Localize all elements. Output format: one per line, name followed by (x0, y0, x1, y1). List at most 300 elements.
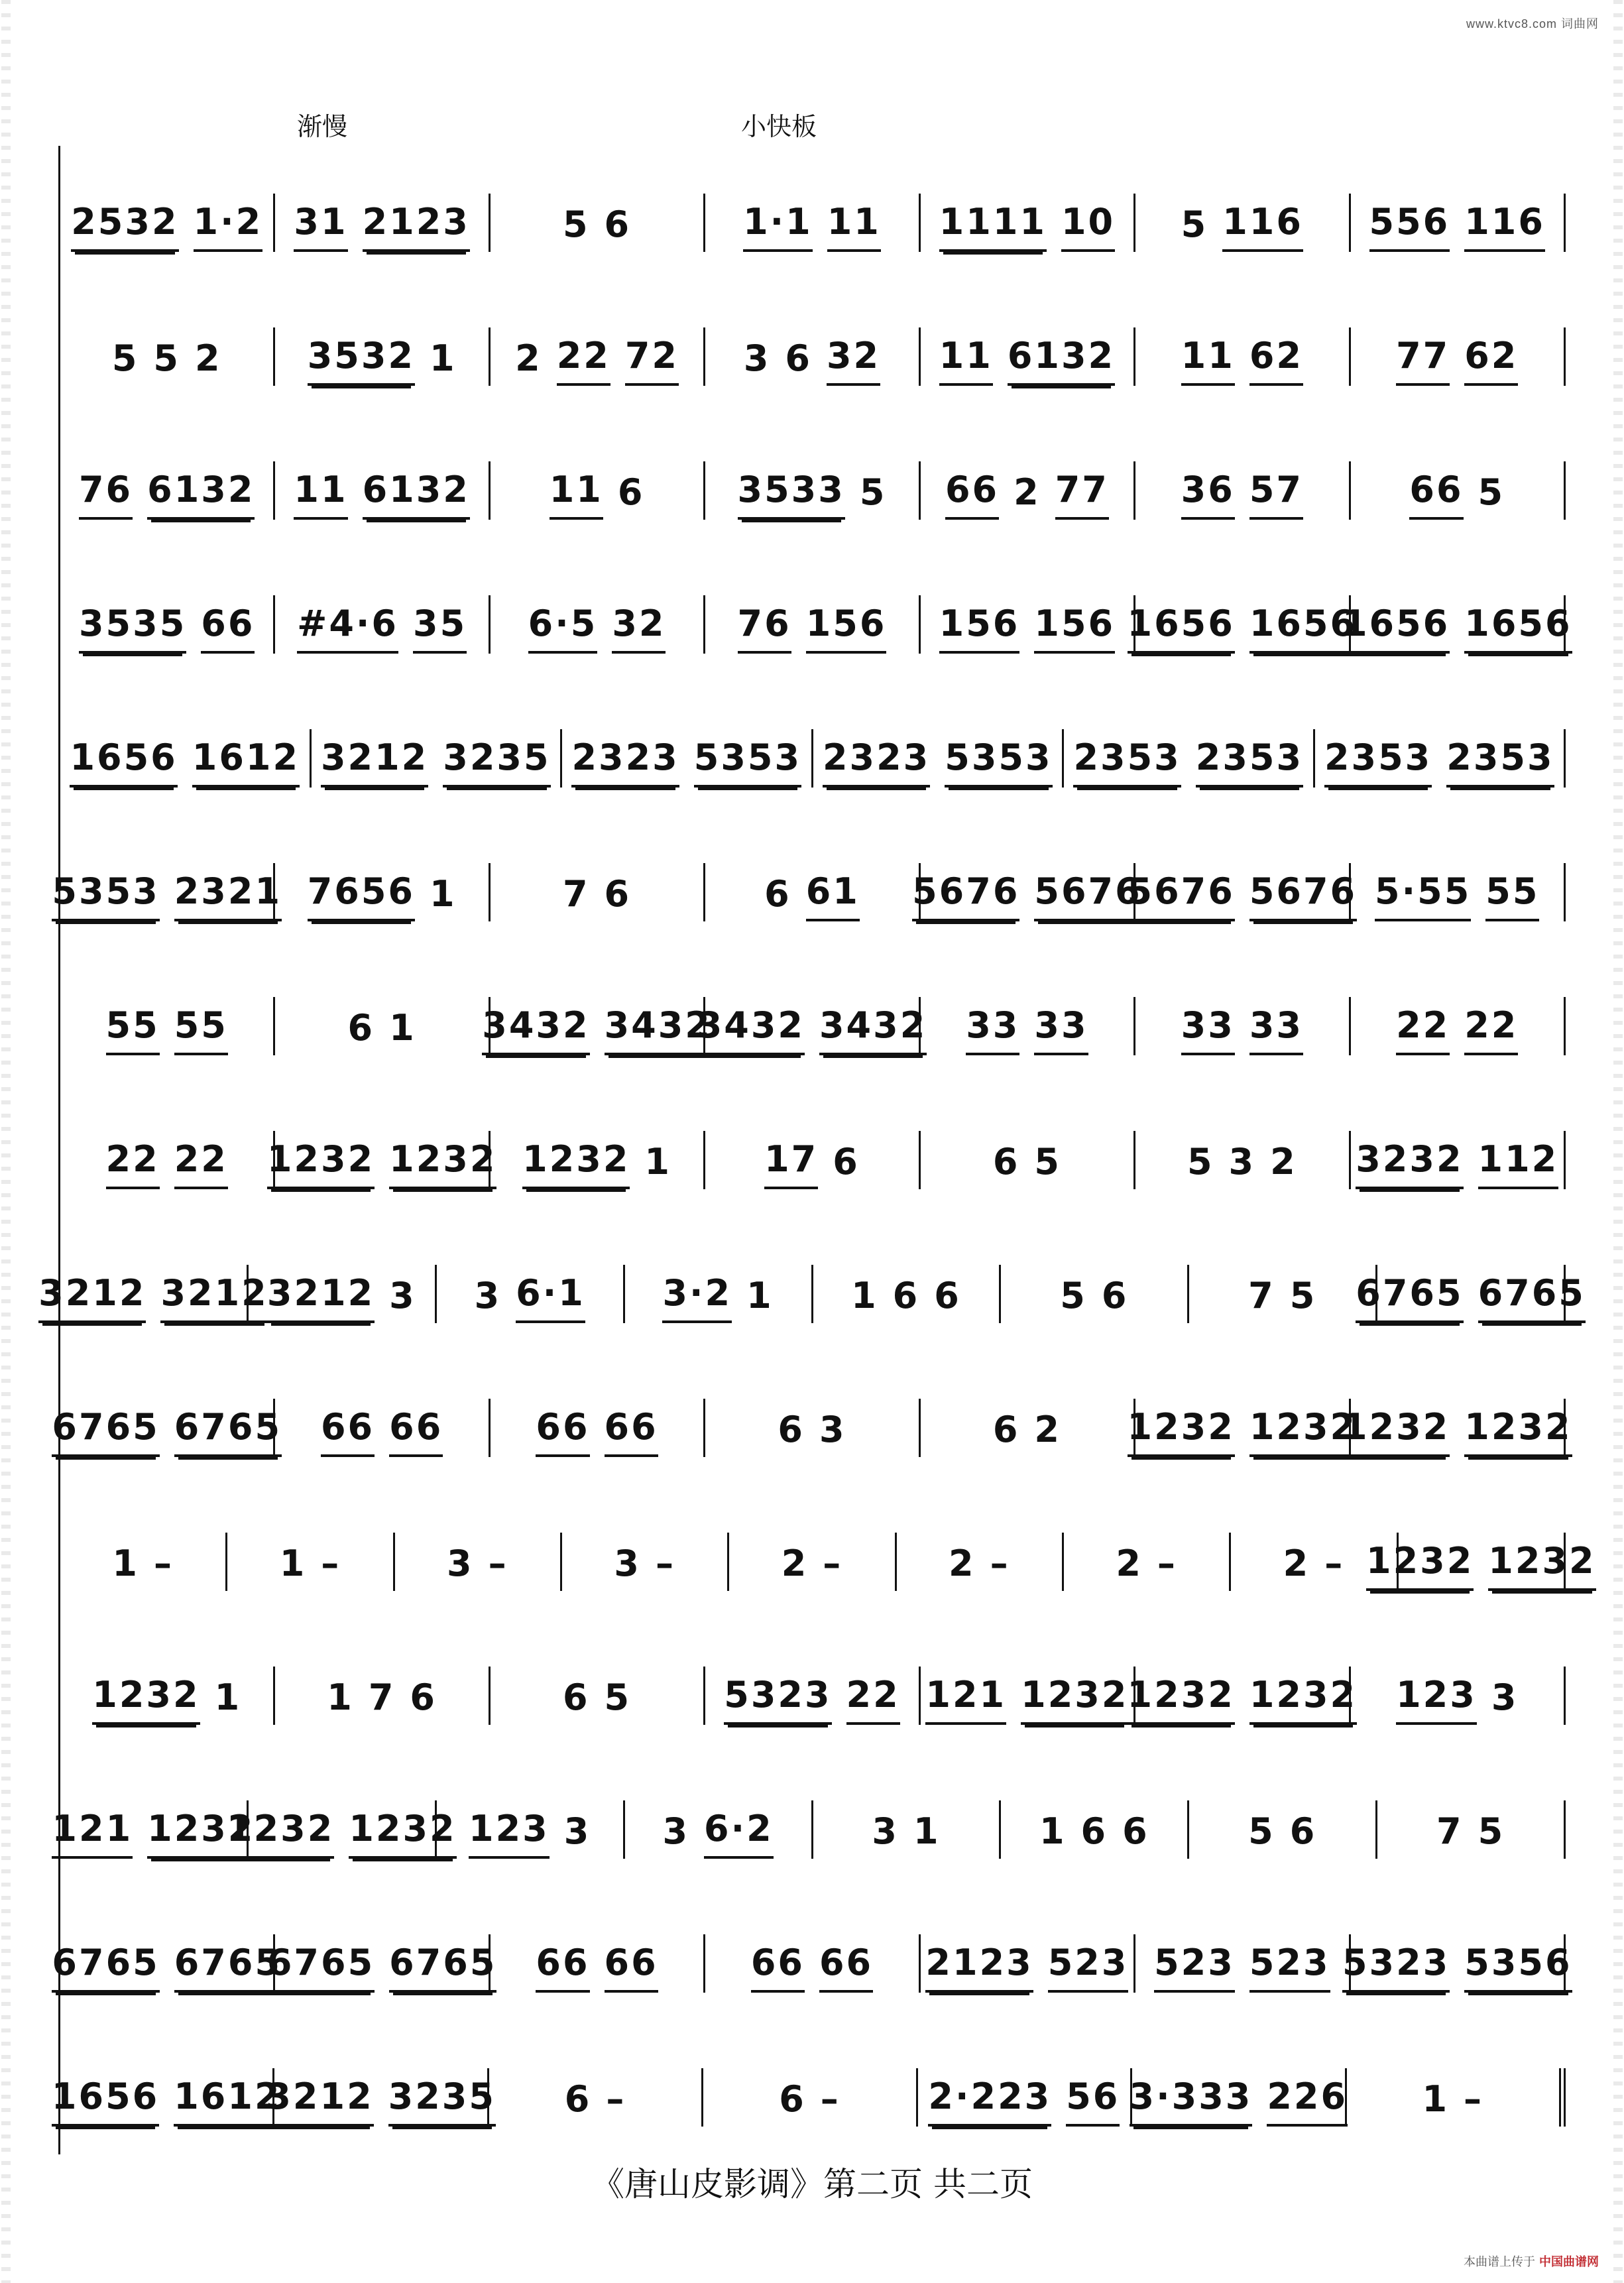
measure (312, 729, 563, 788)
note-group: 2123 (925, 1945, 1033, 1993)
note-group: 7656 (308, 874, 415, 921)
measure (491, 327, 705, 386)
note-group: 5353 (694, 740, 801, 788)
note-group: 6 (617, 471, 645, 513)
measure (813, 729, 1065, 788)
note-group: 2 (1034, 1409, 1061, 1450)
measure (1351, 997, 1566, 1055)
note-group: 11 (550, 472, 603, 520)
note-group: 66 (201, 606, 255, 654)
note-group: 17 (764, 1142, 818, 1189)
measure (1351, 461, 1566, 520)
measure (1366, 1533, 1596, 1591)
staff-line (58, 949, 1566, 1083)
note-group: 5676 (1034, 874, 1141, 921)
note-group: 1232 (1366, 1543, 1474, 1591)
note-group: 2353 (1196, 740, 1303, 788)
note-group: 6 (764, 873, 791, 915)
note-group: 6765 (174, 1945, 282, 1993)
measure (266, 2068, 496, 2127)
measure (491, 1667, 705, 1725)
note-group: 3 (819, 1409, 846, 1450)
note-group: 3212 (266, 2079, 373, 2127)
note-group: 35 (413, 606, 467, 654)
measure (52, 1399, 282, 1457)
note-group: 3 (447, 1543, 474, 1584)
note-group: 1 (746, 1275, 774, 1317)
note-group: 1232 (1249, 1409, 1357, 1457)
measure (491, 461, 705, 520)
measure (1135, 1131, 1350, 1189)
upload-watermark (1464, 2253, 1599, 2270)
measure (1064, 1533, 1231, 1591)
tempo-row (58, 99, 1566, 146)
note-group: 6765 (174, 1409, 282, 1457)
note-group: 32 (827, 338, 880, 386)
note-group: 2 (1014, 471, 1041, 513)
note-group: 7 (1436, 1810, 1464, 1852)
note-group: 1656 (52, 2079, 159, 2127)
note-group: 66 (819, 1945, 873, 1993)
measure (697, 997, 927, 1055)
note-group: 76 (79, 472, 133, 520)
note-group: 3212 (267, 1275, 375, 1323)
note-group: 3235 (388, 2079, 496, 2127)
measure (489, 2068, 703, 2127)
note-group: 1232 (1021, 1677, 1128, 1725)
note-group: 1232 (522, 1142, 630, 1189)
staff-line (58, 414, 1566, 548)
note-group: 57 (1249, 472, 1303, 520)
note-group: 2323 (571, 740, 679, 788)
note-group: 6132 (147, 472, 255, 520)
note-group: – (488, 1543, 508, 1584)
measure (1001, 1265, 1189, 1323)
measure (921, 327, 1135, 386)
note-group: 5 (1187, 1141, 1214, 1183)
measure (921, 1399, 1135, 1457)
note-group: – (1324, 1543, 1345, 1584)
note-group: 7 (1248, 1275, 1275, 1317)
measure (482, 997, 712, 1055)
note-group: – (321, 1543, 341, 1584)
staff-line (58, 1619, 1566, 1753)
measure (918, 2068, 1132, 2127)
note-group: 2353 (1324, 740, 1432, 788)
note-group: 3·2 (662, 1275, 732, 1323)
measure (1127, 863, 1358, 921)
note-group: 156 (1034, 606, 1115, 654)
note-group: 5 (1248, 1810, 1275, 1852)
measure (1347, 2068, 1566, 2127)
measure (60, 1667, 275, 1725)
measure (912, 863, 1142, 921)
measure (437, 1265, 625, 1323)
note-group: 3212 (160, 1275, 268, 1323)
note-group: 1232 (227, 1811, 334, 1859)
note-group: 2353 (1446, 740, 1554, 788)
measure (562, 1533, 729, 1591)
note-group: 123 (469, 1811, 550, 1859)
note-group: 66 (605, 1945, 658, 1993)
measure (491, 863, 705, 921)
note-group: 6 (604, 204, 632, 245)
note-group: 33 (1249, 1008, 1303, 1055)
staff-line (58, 548, 1572, 681)
note-group: 3 (872, 1810, 899, 1852)
note-group: 3533 (738, 472, 845, 520)
note-group: 3·333 (1130, 2079, 1253, 2127)
measure (266, 1131, 497, 1189)
note-group: 1656 (1464, 606, 1572, 654)
measure (52, 863, 282, 921)
note-group: 6765 (267, 1945, 375, 1993)
measure (705, 863, 920, 921)
note-group: 5 (111, 337, 139, 379)
brand-logo-text: 中国曲谱网 (1539, 2255, 1599, 2268)
measure (1135, 997, 1350, 1055)
note-group: 1232 (389, 1142, 496, 1189)
measure (227, 1533, 394, 1591)
measure (491, 595, 705, 654)
note-group: 1 (327, 1676, 354, 1718)
note-group: 55 (174, 1008, 228, 1055)
measure (395, 1533, 562, 1591)
note-group: 2 (1283, 1543, 1310, 1584)
staff-line (58, 1083, 1566, 1217)
measure (921, 997, 1135, 1055)
note-group: 3532 (308, 338, 415, 386)
note-group: 62 (1249, 338, 1303, 386)
note-group: 55 (106, 1008, 160, 1055)
note-group: 1232 (267, 1142, 375, 1189)
note-group: 55 (1485, 874, 1539, 921)
right-decorative-strip (1613, 0, 1623, 2283)
score-body (38, 99, 1596, 2154)
note-group: 5323 (724, 1677, 831, 1725)
note-group: 6 (1289, 1810, 1317, 1852)
measure (52, 1800, 255, 1859)
note-group: – (990, 1543, 1010, 1584)
note-group: 1656 (1249, 606, 1357, 654)
measure (705, 595, 920, 654)
measure (1001, 1800, 1189, 1859)
note-group: 3 (389, 1275, 416, 1317)
note-group: 3 (1491, 1676, 1519, 1718)
measure (275, 863, 490, 921)
note-group: 1656 (70, 740, 177, 788)
note-group: 6132 (363, 472, 470, 520)
note-group: – (606, 2078, 626, 2120)
note-group: 5 (1181, 204, 1208, 245)
measure (1351, 863, 1566, 921)
note-group: 1 (429, 873, 457, 915)
note-group: 1111 (939, 204, 1047, 252)
measure (275, 997, 490, 1055)
note-group: 156 (806, 606, 887, 654)
note-group: – (655, 1543, 675, 1584)
note-group: 2 (515, 337, 542, 379)
tempo-mark-ritardando: 渐慢 (297, 112, 348, 141)
left-decorative-strip (1, 0, 11, 2283)
staff-line (52, 1753, 1566, 1887)
note-group: 6765 (389, 1945, 496, 1993)
measure (1342, 1934, 1572, 1993)
measure (703, 2068, 917, 2127)
note-group: 1656 (1128, 606, 1235, 654)
note-group: 6·1 (516, 1275, 585, 1323)
note-group: 2 (949, 1543, 976, 1584)
measure (1351, 1667, 1566, 1725)
measure (491, 1934, 705, 1993)
note-group: 6765 (1478, 1275, 1586, 1323)
note-group: 6132 (1008, 338, 1115, 386)
note-group: 3 (662, 1810, 690, 1852)
note-group: 6 (562, 1676, 590, 1718)
measure (60, 729, 312, 788)
measure (52, 1934, 282, 1993)
note-group: 1 (913, 1810, 941, 1852)
measure (491, 1131, 705, 1189)
measure (921, 194, 1135, 252)
note-group: 116 (1222, 204, 1303, 252)
note-group: 2 (1116, 1543, 1143, 1584)
note-group: 3212 (321, 740, 428, 788)
measure (1189, 1265, 1377, 1323)
note-group: 1 (279, 1543, 307, 1584)
note-group: 6 (410, 1676, 437, 1718)
staff-line (52, 1887, 1572, 2020)
note-group: 6765 (52, 1945, 159, 1993)
note-group: 6 (564, 2078, 592, 2120)
measure (1342, 1399, 1572, 1457)
note-group: 6 (992, 1409, 1020, 1450)
note-group: 72 (625, 338, 679, 386)
note-group: – (820, 2078, 841, 2120)
measure (491, 1399, 705, 1457)
measure (266, 1934, 497, 1993)
staff-line (51, 2020, 1566, 2154)
measure (275, 194, 490, 252)
measure (1315, 729, 1566, 788)
measure (813, 1800, 1002, 1859)
measure (249, 1265, 437, 1323)
note-group: #4·6 (297, 606, 398, 654)
measure (1135, 327, 1350, 386)
measure (60, 595, 275, 654)
note-group: 1 (644, 1141, 671, 1183)
staff-line (58, 681, 1566, 815)
note-group: 33 (1181, 1008, 1235, 1055)
note-group: 2 (195, 337, 222, 379)
note-group: 5676 (1249, 874, 1357, 921)
measure (60, 461, 275, 520)
note-group: 56 (1066, 2079, 1120, 2127)
measure (60, 327, 275, 386)
note-group: 1232 (92, 1677, 200, 1725)
note-group: 1612 (192, 740, 300, 788)
note-group: 1232 (1464, 1409, 1572, 1457)
note-group: 1 (214, 1676, 242, 1718)
staff-line (52, 1351, 1572, 1485)
note-group: 5·55 (1375, 874, 1471, 921)
note-group: 1 (1422, 2078, 1450, 2120)
measure (705, 1399, 920, 1457)
note-group: 1 (389, 1007, 416, 1049)
note-group: 3 (474, 1275, 502, 1317)
note-group: 33 (1034, 1008, 1088, 1055)
measure (275, 1667, 490, 1725)
note-group: 6765 (52, 1409, 159, 1457)
measure (51, 2068, 282, 2127)
note-group: 2123 (363, 204, 470, 252)
note-group: 123 (1396, 1677, 1477, 1725)
note-group: 2 (781, 1543, 809, 1584)
note-group: 66 (389, 1409, 443, 1457)
staff-line (38, 1217, 1586, 1351)
measure (1189, 1800, 1377, 1859)
note-group: 11 (294, 472, 347, 520)
measure (562, 729, 813, 788)
note-group: 6 (785, 337, 812, 379)
note-group: 61 (806, 874, 860, 921)
note-group: 5 (1060, 1275, 1087, 1317)
note-group: – (1464, 2078, 1484, 2120)
note-group: 62 (1464, 338, 1518, 386)
note-group: 66 (945, 472, 999, 520)
note-group: 1232 (349, 1811, 456, 1859)
measure (921, 595, 1135, 654)
measure (921, 1131, 1135, 1189)
note-group: 5 (1478, 1810, 1505, 1852)
note-group: 6·5 (528, 606, 598, 654)
measure (897, 1533, 1064, 1591)
note-group: 2321 (174, 874, 282, 921)
note-group: 3 (614, 1543, 641, 1584)
note-group: 3 (563, 1810, 591, 1852)
note-group: 7 (368, 1676, 396, 1718)
note-group: 112 (1478, 1142, 1559, 1189)
staff-line (58, 146, 1566, 280)
note-group: 6 (833, 1141, 860, 1183)
note-group: 3212 (38, 1275, 146, 1323)
note-group: 1612 (174, 2079, 281, 2127)
measure (60, 194, 275, 252)
note-group: 226 (1267, 2079, 1348, 2127)
note-group: 1232 (1488, 1543, 1595, 1591)
note-group: 3 (743, 337, 771, 379)
measure (705, 1131, 920, 1189)
note-group: 11 (827, 204, 881, 252)
note-group: 5 (153, 337, 180, 379)
staff-line (52, 815, 1566, 949)
note-group: 1 (851, 1275, 878, 1317)
note-group: 66 (321, 1409, 375, 1457)
measure (60, 1533, 227, 1591)
note-group: 3 (1228, 1141, 1256, 1183)
note-group: 5 (604, 1676, 632, 1718)
note-group: 523 (1048, 1945, 1129, 1993)
measure (1129, 2068, 1348, 2127)
note-group: 6765 (1356, 1275, 1463, 1323)
note-group: 31 (294, 204, 347, 252)
measure (1351, 194, 1566, 252)
measure (705, 327, 920, 386)
note-group: 2532 (71, 204, 178, 252)
measure (705, 1667, 920, 1725)
site-watermark: www.ktvc8.com 词曲网 (1466, 17, 1599, 30)
note-group: 1656 (1342, 606, 1450, 654)
note-group: 2323 (823, 740, 930, 788)
note-group: 6 (992, 1141, 1020, 1183)
note-group: 2353 (1073, 740, 1181, 788)
measure (921, 1934, 1135, 1993)
note-group: 66 (605, 1409, 658, 1457)
measure (625, 1265, 813, 1323)
note-group: 6 (892, 1275, 920, 1317)
measure (1127, 1667, 1358, 1725)
note-group: 22 (557, 338, 610, 386)
note-group: 10 (1061, 204, 1115, 252)
note-group: 36 (1181, 472, 1235, 520)
note-group: 6 (779, 2078, 806, 2120)
note-group: 1232 (1128, 1677, 1235, 1725)
measure (1377, 1800, 1566, 1859)
note-group: 33 (966, 1008, 1019, 1055)
note-group: 32 (612, 606, 666, 654)
note-group: 1·2 (194, 204, 263, 252)
note-group: 156 (939, 606, 1020, 654)
note-group: 5676 (912, 874, 1019, 921)
note-group: 5 (1289, 1275, 1317, 1317)
note-group: 1232 (1249, 1677, 1357, 1725)
note-group: – (153, 1543, 174, 1584)
note-group: 6·2 (704, 1811, 774, 1859)
note-group: 3232 (1356, 1142, 1463, 1189)
note-group: 6 (778, 1409, 805, 1450)
measure (921, 1667, 1135, 1725)
measure (275, 1399, 490, 1457)
measure (705, 194, 920, 252)
note-group: – (1157, 1543, 1177, 1584)
note-group: 2·223 (928, 2079, 1051, 2127)
measure (921, 461, 1135, 520)
measure (1135, 194, 1350, 252)
note-group: 5323 (1342, 1945, 1450, 1993)
measure (38, 1265, 268, 1323)
note-group: 3432 (819, 1008, 927, 1055)
note-group: 6 (934, 1275, 961, 1317)
staff-line (58, 280, 1566, 414)
note-group: 5 (562, 204, 590, 245)
note-group: 556 (1369, 204, 1450, 252)
note-group: 77 (1396, 338, 1450, 386)
note-group: 6 (1101, 1275, 1129, 1317)
measure (625, 1800, 813, 1859)
note-group: – (823, 1543, 843, 1584)
note-group: 11 (1181, 338, 1235, 386)
measure (60, 997, 275, 1055)
note-group: 1232 (1128, 1409, 1235, 1457)
note-group: 66 (536, 1409, 589, 1457)
note-group: 76 (738, 606, 791, 654)
note-group: 66 (1409, 472, 1463, 520)
note-group: 77 (1055, 472, 1109, 520)
note-group: 22 (1464, 1008, 1518, 1055)
measure (1342, 595, 1572, 654)
measure (491, 194, 705, 252)
measure (437, 1800, 625, 1859)
